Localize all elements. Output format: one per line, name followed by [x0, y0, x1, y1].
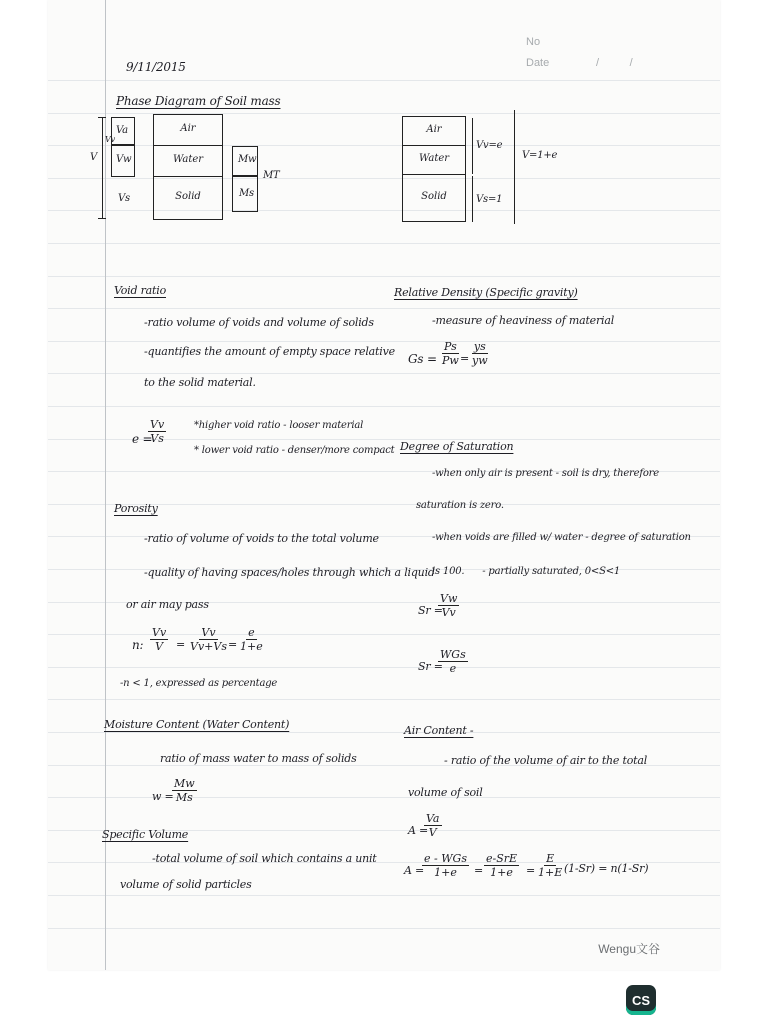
- ruled-line: [48, 341, 720, 342]
- moisture-lhs: w =: [152, 790, 174, 803]
- void-ratio-note-2: * lower void ratio - denser/more compact: [194, 445, 395, 456]
- relative-density-line: -measure of heaviness of material: [432, 314, 615, 327]
- phase-cell-water: Water: [153, 145, 223, 177]
- ruled-line: [48, 80, 720, 81]
- no-label: No: [526, 36, 541, 48]
- page-date: 9/11/2015: [126, 60, 186, 74]
- air-content-fraction-4: $\frac{E}{1+E}$: [538, 852, 563, 879]
- air-content-line-2: volume of soil: [408, 786, 483, 799]
- specific-volume-line-1: -total volume of soil which contains a unit: [152, 852, 377, 865]
- phase-cell-solid: Solid: [402, 174, 466, 222]
- air-content-tail: (1-Sr) = n(1-Sr): [564, 862, 649, 875]
- ruled-line: [48, 699, 720, 700]
- ruled-line: [48, 308, 720, 309]
- void-ratio-line-3: to the solid material.: [144, 376, 256, 389]
- ruled-line: [48, 667, 720, 668]
- porosity-note: -n < 1, expressed as percentage: [120, 678, 278, 689]
- relative-density-eq: =: [460, 352, 470, 365]
- ruled-line: [48, 634, 720, 635]
- porosity-heading: Porosity: [114, 502, 158, 515]
- specific-volume-line-2: volume of solid particles: [120, 878, 252, 891]
- void-ratio-line-1: -ratio volume of voids and volume of solids: [144, 316, 374, 329]
- ruled-line: [48, 797, 720, 798]
- date-slashes: / /: [596, 57, 633, 69]
- porosity-eq-2: =: [228, 638, 238, 651]
- void-ratio-fraction: $\frac{Vv}{Vs}$: [150, 418, 165, 445]
- ruled-line: [48, 928, 720, 929]
- void-ratio-formula-lhs: e =: [132, 432, 153, 446]
- air-content-eq-1: =: [474, 864, 484, 877]
- margin-line: [105, 0, 106, 970]
- ruled-line: [48, 113, 720, 114]
- v-1e-label: V=1+e: [522, 150, 558, 161]
- air-content-f2-lhs: A =: [404, 864, 425, 877]
- relative-density-heading: Relative Density (Specific gravity): [394, 286, 578, 299]
- ruled-line: [48, 210, 720, 211]
- air-content-heading: Air Content -: [404, 724, 474, 737]
- ruled-line: [48, 895, 720, 896]
- ruled-line: [48, 373, 720, 374]
- air-content-fraction-2: e - WGs 1+e: [424, 852, 467, 879]
- moisture-heading: Moisture Content (Water Content): [104, 718, 290, 731]
- saturation-f1-lhs: Sr =: [418, 604, 443, 617]
- porosity-fraction-1: $\frac{Vv}{V}$: [152, 626, 167, 653]
- mt-label: MT: [263, 170, 280, 181]
- void-ratio-heading: Void ratio: [114, 284, 166, 297]
- air-content-line-1: - ratio of the volume of air to the total: [444, 754, 648, 767]
- saturation-line-3: -when voids are filled w/ water - degree of saturation: [432, 532, 691, 543]
- porosity-line-1: -ratio of volume of voids to the total volume: [144, 532, 379, 545]
- saturation-fraction-2: WGs e: [440, 648, 466, 675]
- v-total-label: V: [90, 152, 98, 163]
- vs-label: Vs: [118, 193, 130, 204]
- saturation-fraction-1: $\frac{Vw}{Vv}$: [440, 592, 458, 619]
- wengu-brand: Wengu文谷: [598, 942, 660, 956]
- moisture-fraction: $\frac{Mw}{Ms}$: [174, 777, 195, 804]
- phase-cell-air: Air: [402, 116, 466, 146]
- ruled-line: [48, 732, 720, 733]
- air-content-fraction-1: $\frac{Va}{V}$: [426, 812, 440, 839]
- phase-cell-water: Water: [402, 145, 466, 175]
- porosity-eq-1: =: [176, 638, 186, 651]
- relative-density-lhs: Gs =: [408, 352, 437, 366]
- ruled-line: [48, 243, 720, 244]
- ruled-line: [48, 276, 720, 277]
- vv-label: Vv: [105, 135, 115, 144]
- vw-label: Vw: [116, 154, 132, 165]
- air-content-fraction-3: e-SrE 1+e: [486, 852, 518, 879]
- porosity-line-2: -quality of having spaces/holes through which a liquid: [144, 566, 435, 579]
- diagram-title: Phase Diagram of Soil mass: [116, 94, 281, 108]
- air-content-eq-2: =: [526, 864, 536, 877]
- vv-e-label: Vv=e: [476, 140, 503, 151]
- notebook-page: [48, 0, 720, 970]
- specific-volume-heading: Specific Volume: [102, 828, 189, 841]
- porosity-line-3: or air may pass: [126, 598, 209, 611]
- saturation-heading: Degree of Saturation: [400, 440, 514, 453]
- void-ratio-line-2: -quantifies the amount of empty space relative: [144, 345, 395, 358]
- moisture-line: ratio of mass water to mass of solids: [160, 752, 357, 765]
- relative-density-fraction-1: $\frac{Ps}{Pw}$: [442, 340, 459, 367]
- phase-cell-solid: Solid: [153, 176, 223, 220]
- phase-cell-air: Air: [153, 114, 223, 146]
- air-content-f1-lhs: A =: [408, 824, 429, 837]
- porosity-lhs: n:: [132, 638, 144, 652]
- camscanner-badge: CS: [626, 985, 656, 1015]
- saturation-line-4: is 100. - partially saturated, 0<S<1: [432, 566, 621, 577]
- date-label: Date: [526, 57, 550, 69]
- vs-1-label: Vs=1: [476, 194, 503, 205]
- saturation-line-1: -when only air is present - soil is dry, therefore: [432, 468, 659, 479]
- void-ratio-note-1: *higher void ratio - looser material: [194, 420, 364, 431]
- relative-density-fraction-2: $\frac{ys}{yw}$: [472, 340, 488, 367]
- mw-label: Mw: [238, 154, 257, 165]
- porosity-fraction-2: $\frac{Vv}{Vv+Vs}$: [190, 626, 227, 653]
- ruled-line: [48, 178, 720, 179]
- saturation-line-2: saturation is zero.: [416, 500, 504, 511]
- ruled-line: [48, 406, 720, 407]
- ruled-line: [48, 145, 720, 146]
- ms-label: Ms: [239, 188, 254, 199]
- va-label: Va: [116, 125, 128, 136]
- saturation-f2-lhs: Sr =: [418, 660, 443, 673]
- porosity-fraction-3: $\frac{e}{1+e}$: [240, 626, 263, 653]
